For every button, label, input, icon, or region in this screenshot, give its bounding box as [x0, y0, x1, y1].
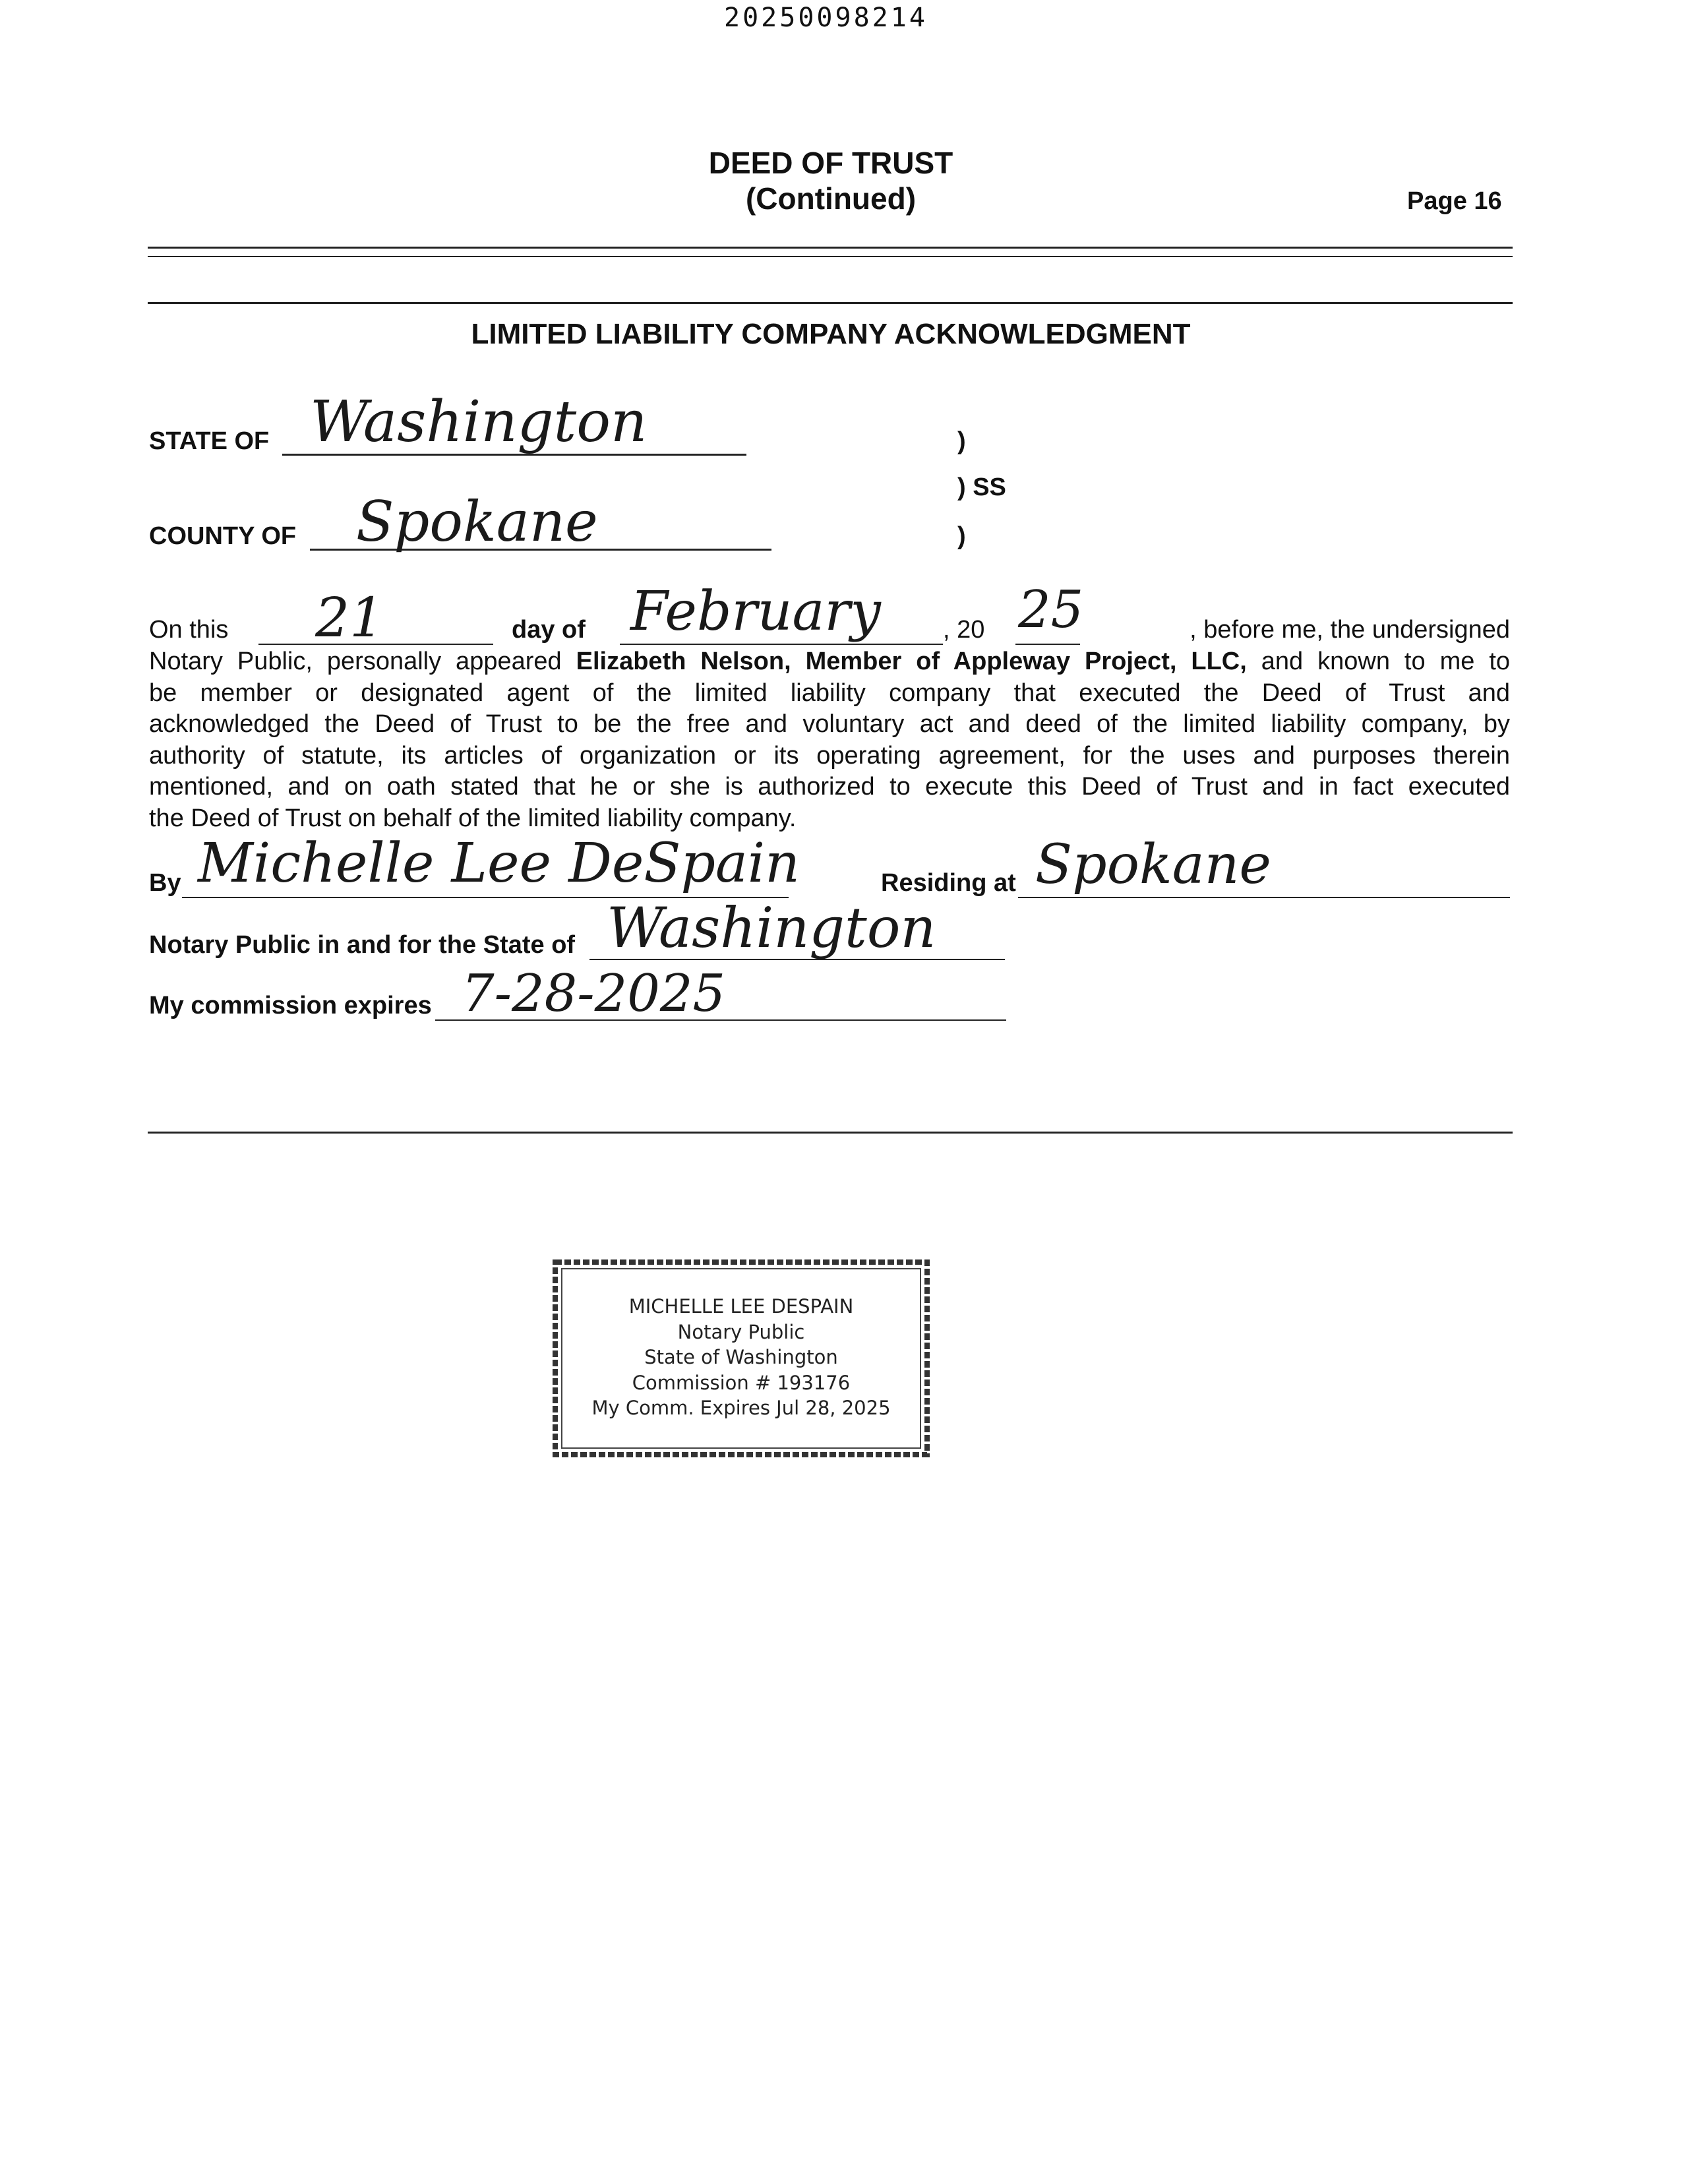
paren-3: ): [957, 522, 966, 550]
state-handwritten: Washington: [310, 389, 648, 455]
ack-line-6: mentioned, and on oath stated that he or she is authorized to execute this Deed of Trust and in fact executed: [149, 773, 1510, 801]
residing-handwritten: Spokane: [1035, 834, 1271, 896]
page-number: Page 16: [1407, 187, 1502, 215]
ack-day-of: day of: [512, 616, 586, 644]
county-handwritten: Spokane: [356, 489, 598, 554]
ack-line-2: [149, 646, 1510, 678]
state-label: STATE OF: [149, 427, 270, 455]
ack-line-3: be member or designated agent of the limited liability company that executed the Deed of Trust and: [149, 679, 1510, 707]
year-handwritten: 25: [1018, 580, 1084, 640]
by-label: By: [149, 869, 181, 897]
ack-line-5: authority of statute, its articles of organization or its operating agreement, for the uses and purposes therein: [149, 741, 1510, 770]
notary-state-label: Notary Public in and for the State of: [149, 931, 576, 959]
stamp-title: Notary Public: [677, 1320, 805, 1343]
ack-line-7: the Deed of Trust on behalf of the limited liability company.: [149, 804, 797, 832]
ack-body: [149, 646, 1510, 834]
ack-line-4: acknowledged the Deed of Trust to be the free and voluntary act and deed of the limited liability company, by: [149, 710, 1510, 738]
ack-on-this: On this: [149, 616, 229, 644]
section-title: LIMITED LIABILITY COMPANY ACKNOWLEDGMENT: [471, 318, 1191, 350]
ss-label: ) SS: [957, 473, 1006, 501]
ack-before-me-text: , before me, the undersigned: [1190, 616, 1510, 644]
ack-line-2a: Notary Public, personally appeared: [149, 648, 562, 675]
notary-stamp: [553, 1259, 930, 1457]
commission-handwritten: 7-28-2025: [462, 964, 726, 1023]
day-handwritten: 21: [315, 587, 384, 650]
header-rule-bottom: [148, 256, 1513, 257]
notary-state-handwritten: Washington: [607, 895, 936, 960]
month-handwritten: February: [630, 580, 881, 643]
stamp-state: State of Washington: [644, 1346, 838, 1368]
ack-line-2b: and known to me to: [1261, 648, 1511, 675]
ack-comma-20: , 20: [943, 616, 985, 644]
stamp-commission-number: Commission # 193176: [632, 1371, 851, 1394]
county-label: COUNTY OF: [149, 522, 297, 550]
ack-before-me: [1081, 616, 1510, 644]
paren-1: ): [957, 427, 966, 455]
header-rule-top: [148, 247, 1513, 249]
document-number: 20250098214: [724, 3, 928, 33]
ack-line-2-bold: Elizabeth Nelson, Member of Appleway Project, LLC,: [576, 648, 1247, 675]
stamp-expiry: My Comm. Expires Jul 28, 2025: [591, 1397, 891, 1419]
year-underline: [1015, 644, 1080, 645]
stamp-text: [553, 1294, 930, 1421]
bottom-rule: [148, 1132, 1513, 1134]
document-title: DEED OF TRUST: [708, 146, 953, 180]
signature-handwritten: Michelle Lee DeSpain: [198, 832, 800, 895]
month-underline: [620, 644, 943, 645]
commission-label: My commission expires: [149, 992, 432, 1019]
section-rule: [148, 302, 1513, 304]
document-subtitle: (Continued): [745, 181, 917, 216]
stamp-name: MICHELLE LEE DESPAIN: [628, 1295, 854, 1318]
residing-label: Residing at: [881, 869, 1016, 897]
residing-underline: [1018, 897, 1510, 898]
